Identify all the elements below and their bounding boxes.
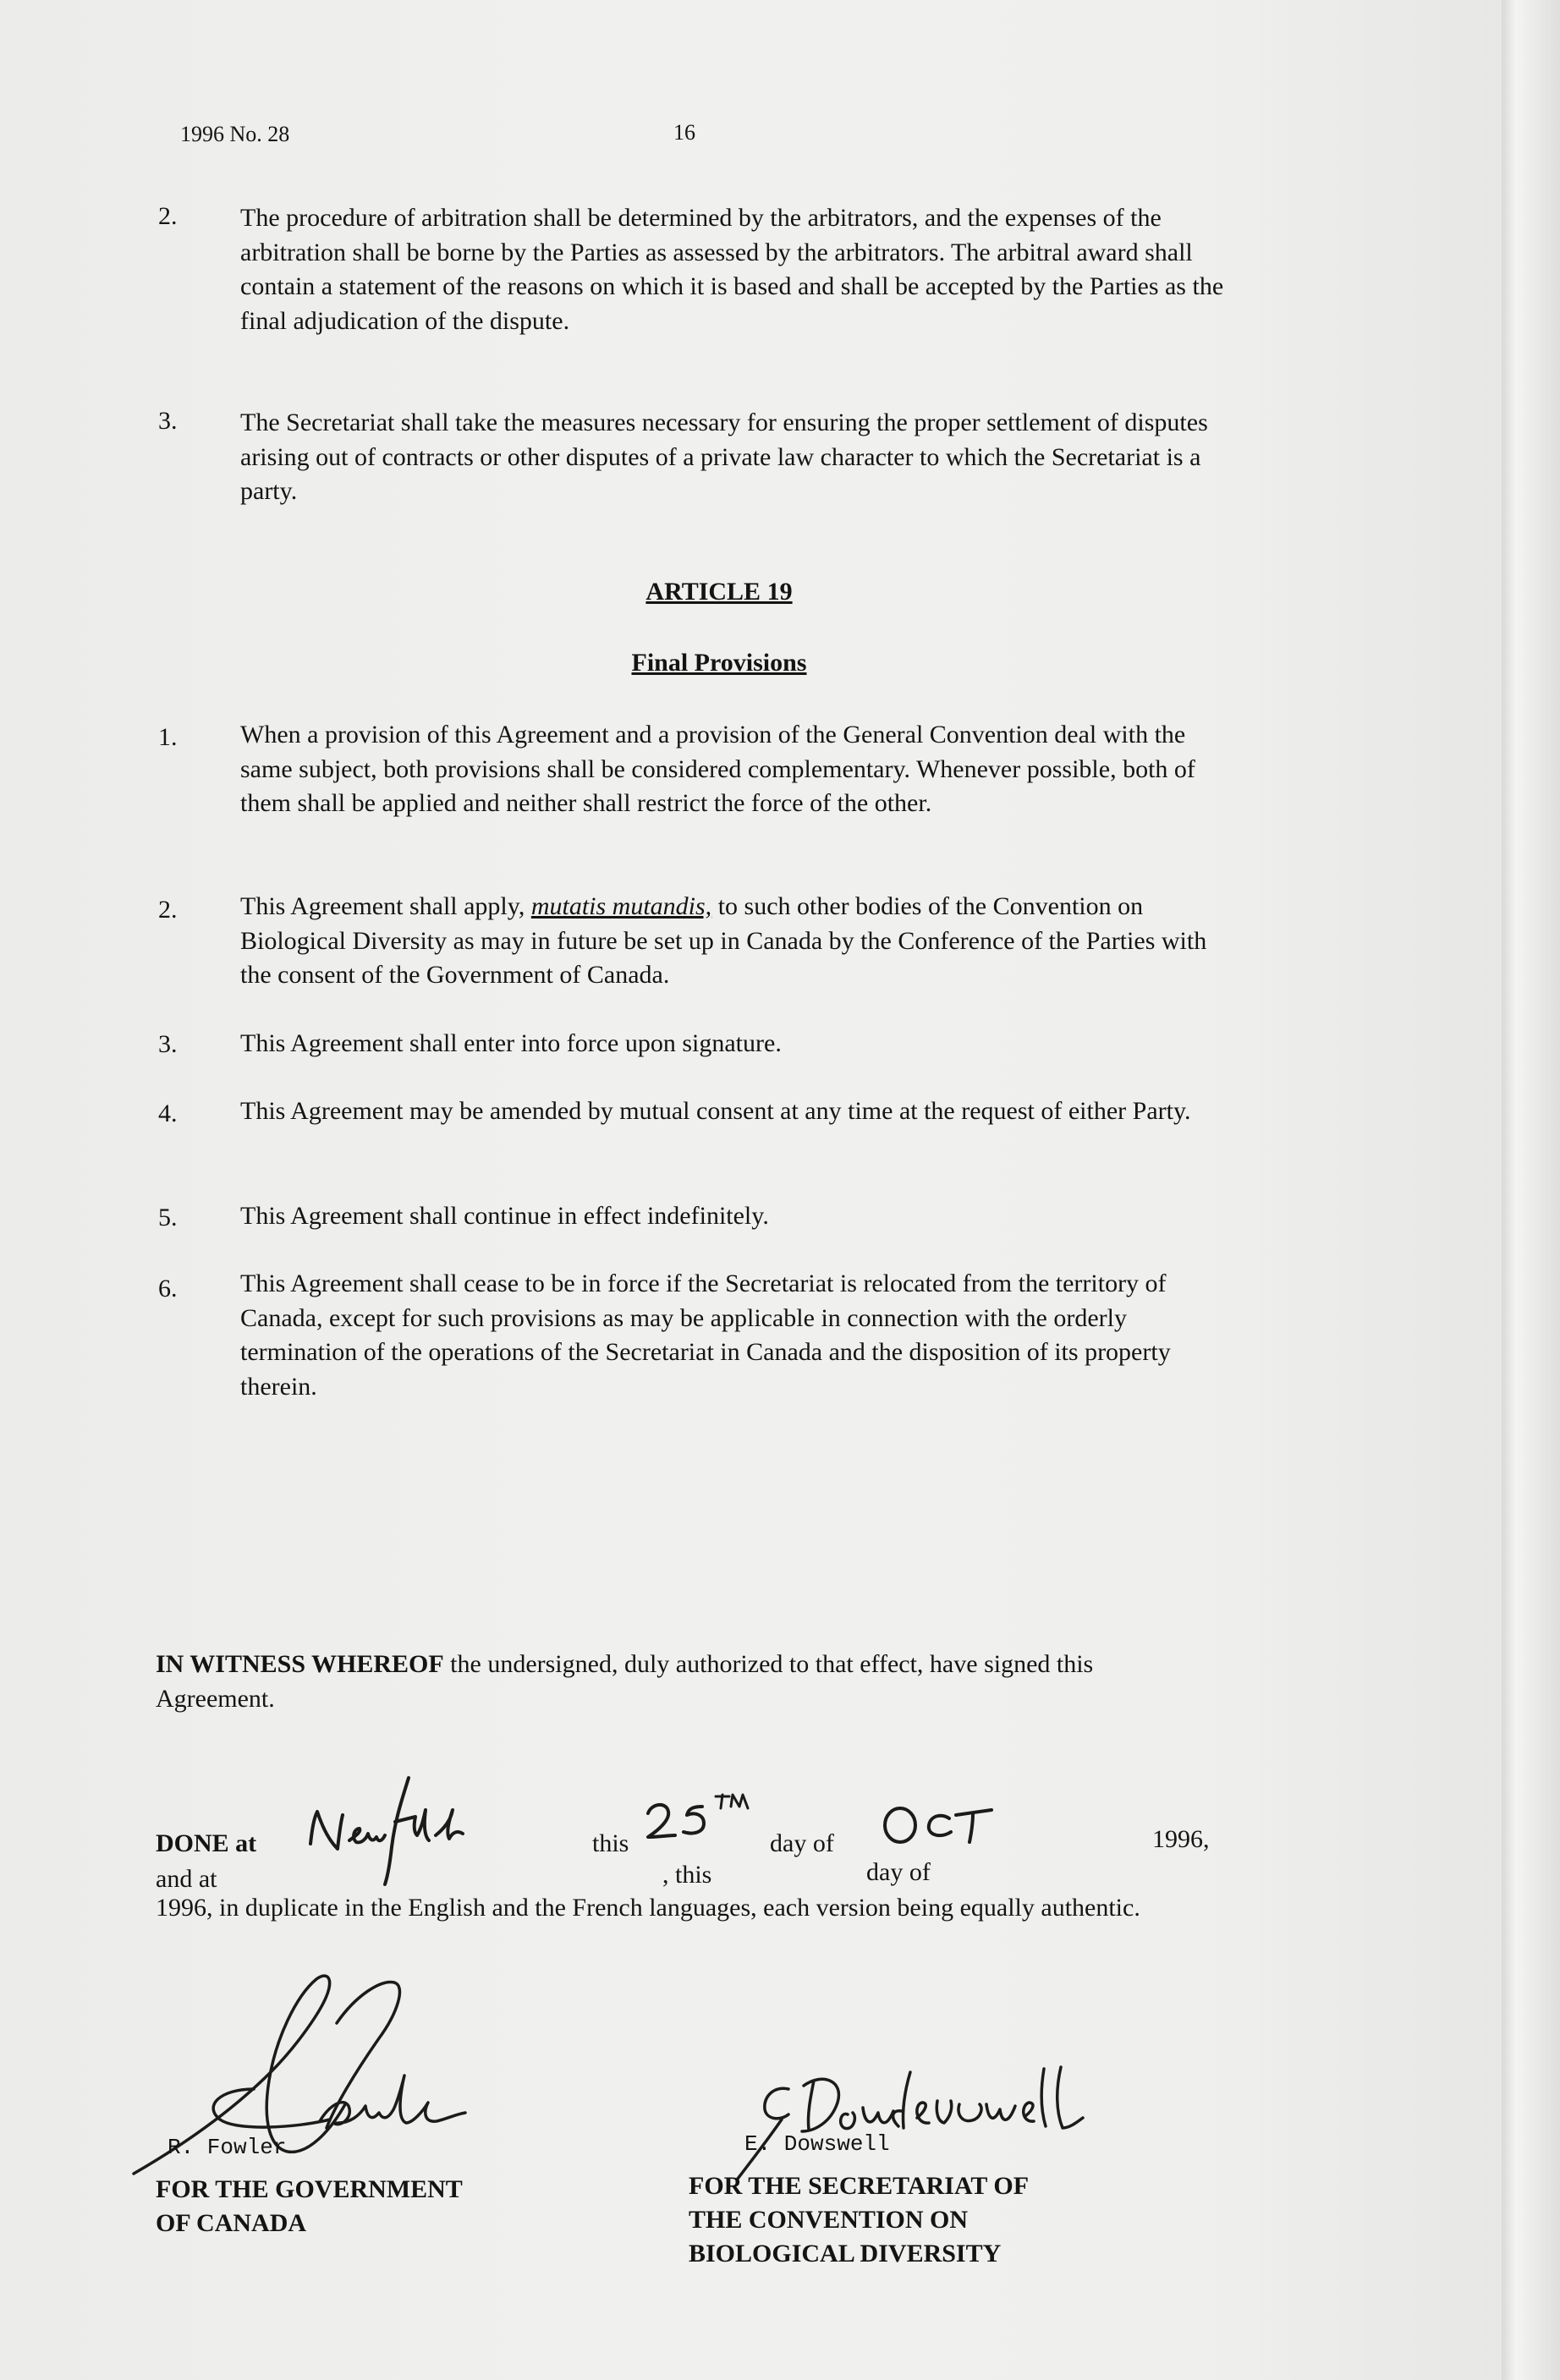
signatory-name-left: R. Fowler: [168, 2135, 287, 2160]
signatory-name-right: E. Dowswell: [744, 2131, 890, 2157]
item-number: 2.: [158, 896, 178, 924]
list-item: The Secretariat shall take the measures necessary for ensuring the proper settlement of disputes arising out of contracts or other disputes of a private law character to which the Secretariat is a party.: [240, 409, 1208, 505]
item-number: 3.: [158, 1030, 178, 1058]
document-number: 1996 No. 28: [180, 122, 290, 146]
done-at-label: DONE at: [156, 1829, 257, 1857]
article-heading: ARTICLE 19: [645, 578, 793, 606]
item-number: 2.: [158, 202, 178, 230]
witness-lead: IN WITNESS WHEREOF: [156, 1650, 444, 1678]
list-item: [240, 890, 1239, 993]
handwritten-month-oct: [880, 1800, 998, 1851]
day-of-label-1: day of: [770, 1829, 834, 1857]
page-number: 16: [673, 120, 695, 145]
page-binding-edge: [1502, 0, 1560, 2380]
list-item: This Agreement shall continue in effect indefinitely.: [240, 1202, 769, 1230]
item-number: 3.: [158, 407, 178, 435]
witness-text: the undersigned, duly authorized to that effect, have signed this Agreement.: [156, 1650, 1094, 1713]
item-text-end: to such other bodies of the Convention on Biological Diversity as may in future be set up in Canada by the Conference of the Parties with the consent of the Government of Canada.: [240, 892, 1207, 989]
handwritten-place-new-york: [300, 1769, 503, 1888]
article-subheading: Final Provisions: [631, 649, 807, 677]
witness-clause: [156, 1648, 1179, 1716]
list-item: This Agreement may be amended by mutual consent at any time at the request of either Party.: [240, 1097, 1191, 1125]
signatory-org-right-line2: THE CONVENTION ON: [689, 2206, 969, 2234]
closing-paragraph: 1996, in duplicate in the English and the French languages, each version being equally authentic.: [156, 1894, 1140, 1922]
list-item: When a provision of this Agreement and a provision of the General Convention deal with the same subject, both provisions shall be considered complementary. Whenever possible, both of them shall be applied and neither shall restrict the force of the other.: [240, 721, 1195, 817]
list-item: The procedure of arbitration shall be determined by the arbitrators, and the expenses of the arbitration shall be borne by the Parties as assessed by the arbitrators. The arbitral award shall contain a statement of the reasons on which it is based and shall be accepted by the Parties as the final adjudication of the dispute.: [240, 204, 1224, 335]
and-at-label: and at: [156, 1865, 217, 1893]
item-number: 1.: [158, 723, 178, 751]
item-number: 5.: [158, 1204, 178, 1231]
signature-e-dowswell: [729, 2055, 1101, 2182]
this-label-1: this: [592, 1829, 629, 1857]
signatory-org-right-line3: BIOLOGICAL DIVERSITY: [689, 2240, 1002, 2268]
signatory-org-left-line1: FOR THE GOVERNMENT: [156, 2175, 463, 2203]
item-text-start: This Agreement shall apply,: [240, 892, 531, 920]
signatory-org-left-line2: OF CANADA: [156, 2209, 307, 2237]
item-number: 4.: [158, 1100, 178, 1127]
signatory-org-right-line1: FOR THE SECRETARIAT OF: [689, 2172, 1030, 2200]
list-item: This Agreement shall cease to be in force if the Secretariat is relocated from the territory of Canada, except for such provisions as may be applicable in connection with the orderly termination of the operations of the Secretariat in Canada and the disposition of its property therein.: [240, 1270, 1171, 1401]
day-of-label-2: day of: [866, 1858, 931, 1886]
handwritten-day-25th: [641, 1786, 760, 1854]
list-item: This Agreement shall enter into force upon signature.: [240, 1029, 782, 1057]
this-label-2: , this: [662, 1861, 712, 1889]
year-label: 1996,: [1152, 1825, 1210, 1853]
item-number: 6.: [158, 1275, 178, 1302]
latin-phrase: mutatis mutandis,: [530, 892, 712, 920]
